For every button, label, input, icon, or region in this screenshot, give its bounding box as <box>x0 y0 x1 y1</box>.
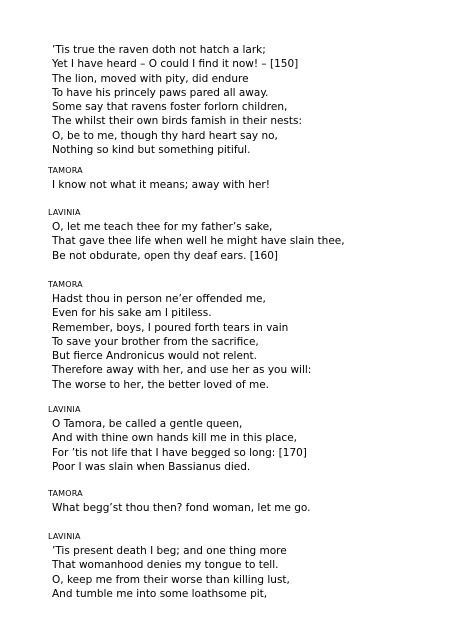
speech-lines <box>52 292 311 392</box>
speech-lines <box>52 220 345 263</box>
speech-lines <box>52 501 311 515</box>
verse-line: O, keep me from their worse than killing lust, <box>52 573 290 586</box>
speaker-name: TAMORA <box>48 280 83 289</box>
verse-line: But fierce Andronicus would not relent. <box>52 350 258 363</box>
verse-line: Poor I was slain when Bassianus died. <box>52 460 251 473</box>
speaker-name: LAVINIA <box>48 532 81 541</box>
verse-line: What begg’st thou then? fond woman, let me go. <box>52 502 311 514</box>
verse-line: To have his princely paws pared all away. <box>52 86 269 99</box>
verse-line: Yet I have heard – O could I find it now! – [150] <box>52 58 299 71</box>
verse-line: Be not obdurate, open thy deaf ears. [160] <box>52 249 278 262</box>
verse-line: And with thine own hands kill me in this place, <box>52 432 298 445</box>
speech-lines <box>52 544 290 601</box>
verse-line: ’Tis present death I beg; and one thing more <box>52 545 287 557</box>
speaker-name: LAVINIA <box>48 208 81 217</box>
speech-lines <box>52 43 302 157</box>
verse-line: Therefore away with her, and use her as you will: <box>52 364 312 377</box>
speech-lines <box>52 417 307 474</box>
verse-line: O, be to me, though thy hard heart say no, <box>52 129 278 142</box>
verse-line: O Tamora, be called a gentle queen, <box>52 418 243 430</box>
verse-line: O, let me teach thee for my father’s sake, <box>52 221 273 233</box>
verse-line: Remember, boys, I poured forth tears in vain <box>52 321 289 334</box>
verse-line: Even for his sake am I pitiless. <box>52 307 212 320</box>
verse-line: Some say that ravens foster forlorn children, <box>52 101 288 114</box>
verse-line: That gave thee life when well he might have slain thee, <box>52 235 345 248</box>
speaker-name: TAMORA <box>48 489 83 498</box>
verse-line: To save your brother from the sacrifice, <box>52 335 259 348</box>
verse-line: Nothing so kind but something pitiful. <box>52 144 251 157</box>
speaker-name: LAVINIA <box>48 405 81 414</box>
verse-line: The whilst their own birds famish in their nests: <box>52 115 303 128</box>
verse-line: I know not what it means; away with her! <box>52 179 270 191</box>
verse-line: The worse to her, the better loved of me. <box>52 378 269 391</box>
speech-lines <box>52 178 270 192</box>
verse-line: And tumble me into some loathsome pit, <box>52 587 268 600</box>
verse-line: That womanhood denies my tongue to tell. <box>52 559 279 572</box>
verse-line: Hadst thou in person ne’er offended me, <box>52 293 266 305</box>
verse-line: For ’tis not life that I have begged so long: [170] <box>52 446 307 459</box>
speaker-name: TAMORA <box>48 166 83 175</box>
verse-line: The lion, moved with pity, did endure <box>52 72 249 85</box>
verse-line: ’Tis true the raven doth not hatch a lark; <box>52 44 266 56</box>
